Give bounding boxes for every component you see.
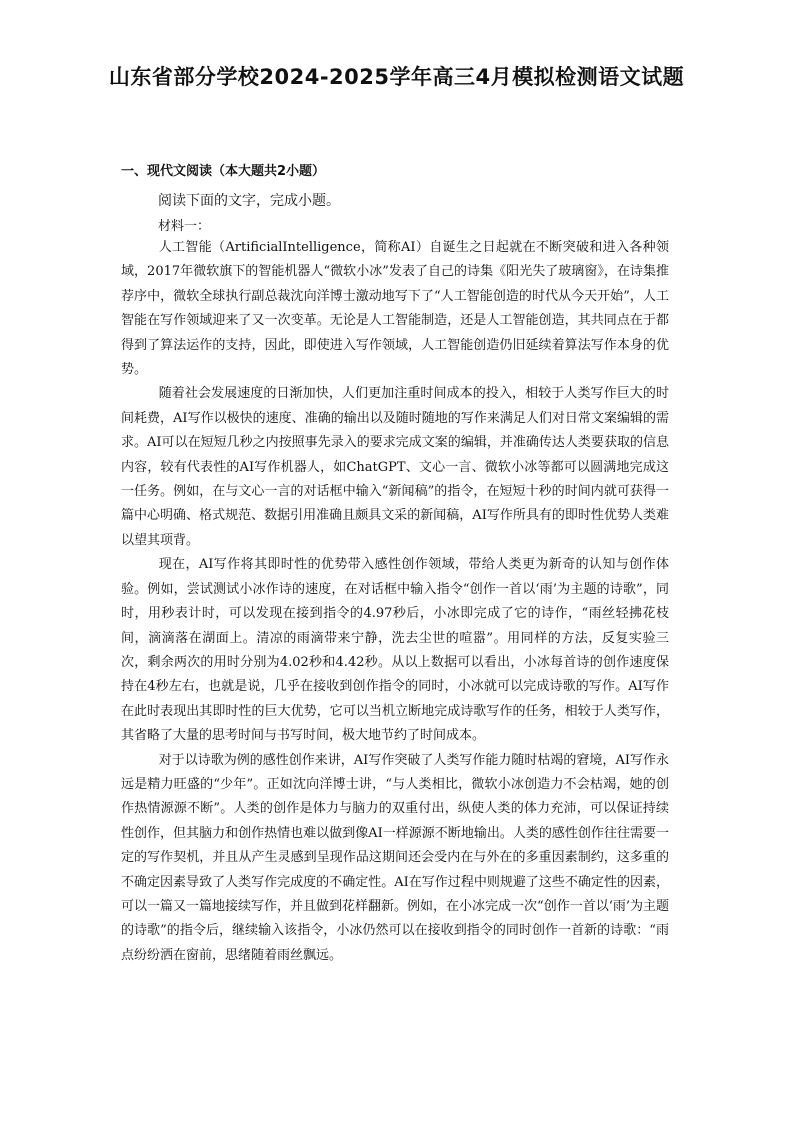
section-heading: 一、现代文阅读（本大题共2小题） — [121, 164, 326, 179]
material-label: 材料一： — [158, 219, 211, 234]
paragraph-2: 随着社会发展速度的日渐加快，人们更加注重时间成本的投入，相较于人类写作巨大的时间耗费，AI写作以极快的速度、准确的输出以及随时随地的写作来满足人们对日常文案编辑的需求。AI可以在短短几秒之内按照事先录入的要求完成文案的编辑，并准确传达人类要获取的信息内容，较有代表性的AI写作机器人，如ChatGPT、文心一言、微软小冰等都可以圆满地完成这一任务。例如，在与文心一言的对话框中输入“新闻稿”的指令，在短短十秒的时间内就可获得一篇中心明确、格式规范、数据引用准确且颇具文采的新闻稿，AI写作所具有的即时性优势人类难以望其项背。 — [121, 386, 669, 548]
paragraph-4: 对于以诗歌为例的感性创作来讲，AI写作突破了人类写作能力随时枯竭的窘境，AI写作永远是精力旺盛的“少年”。正如沈向洋博士讲，“与人类相比，微软小冰创造力不会枯竭，她的创作热情源源不断”。人类的创作是体力与脑力的双重付出，纵使人类的体力充沛，可以保证持续性创作，但其脑力和创作热情也难以做到像AI一样源源不断地输出。人类的感性创作往往需要一定的写作契机，并且从产生灵感到呈现作品这期间还会受内在与外在的多重因素制约，这多重的不确定因素导致了人类写作完成度的不确定性。AI在写作过程中则规避了这些不确定性的因素，可以一篇又一篇地接续写作，并且做到花样翻新。例如，在小冰完成一次“创作一首以‘雨’为主题的诗歌”的指令后，继续输入该指令，小冰仍然可以在接收到指令的同时创作一首新的诗歌：“雨点纷纷洒在窗前，思绪随着雨丝飘远。 — [121, 752, 669, 963]
reading-instruction: 阅读下面的文字，完成小题。 — [158, 193, 340, 209]
paragraph-1: 人工智能（ArtificialIntelligence，简称AI）自诞生之日起就在不断突破和进入各种领域，2017年微软旗下的智能机器人“微软小冰”发表了自己的诗集《阳光失了玻璃窗》，在诗集推荐序中，微软全球执行副总裁沈向洋博士激动地写下了“人工智能创造的时代从今天开始”，人工智能在写作领域迎来了又一次变革。无论是人工智能制造，还是人工智能创造，其共同点在于都得到了算法运作的支持，因此，即使进入写作领域，人工智能创造仍旧延续着算法写作本身的优势。 — [121, 240, 669, 378]
paragraph-3: 现在，AI写作将其即时性的优势带入感性创作领域，带给人类更为新奇的认知与创作体验。例如，尝试测试小冰作诗的速度，在对话框中输入指令“创作一首以‘雨’为主题的诗歌”，同时，用秒表计时，可以发现在接到指令的4.97秒后，小冰即完成了它的诗作，“雨丝轻拂花枝间，滴滴落在湖面上。清凉的雨滴带来宁静，洗去尘世的喧嚣”。用同样的方法，反复实验三次，剩余两次的用时分别为4.02秒和4.42秒。从以上数据可以看出，小冰每首诗的创作速度保持在4秒左右，也就是说，几乎在接收到创作指令的同时，小冰就可以完成诗歌的写作。AI写作在此时表现出其即时性的巨大优势，它可以当机立断地完成诗歌写作的任务，相较于人类写作，其省略了大量的思考时间与书写时间，极大地节约了时间成本。 — [121, 557, 669, 744]
document-title: 山东省部分学校2024-2025学年高三4月模拟检测语文试题 — [108, 65, 685, 89]
article-body — [121, 236, 669, 968]
